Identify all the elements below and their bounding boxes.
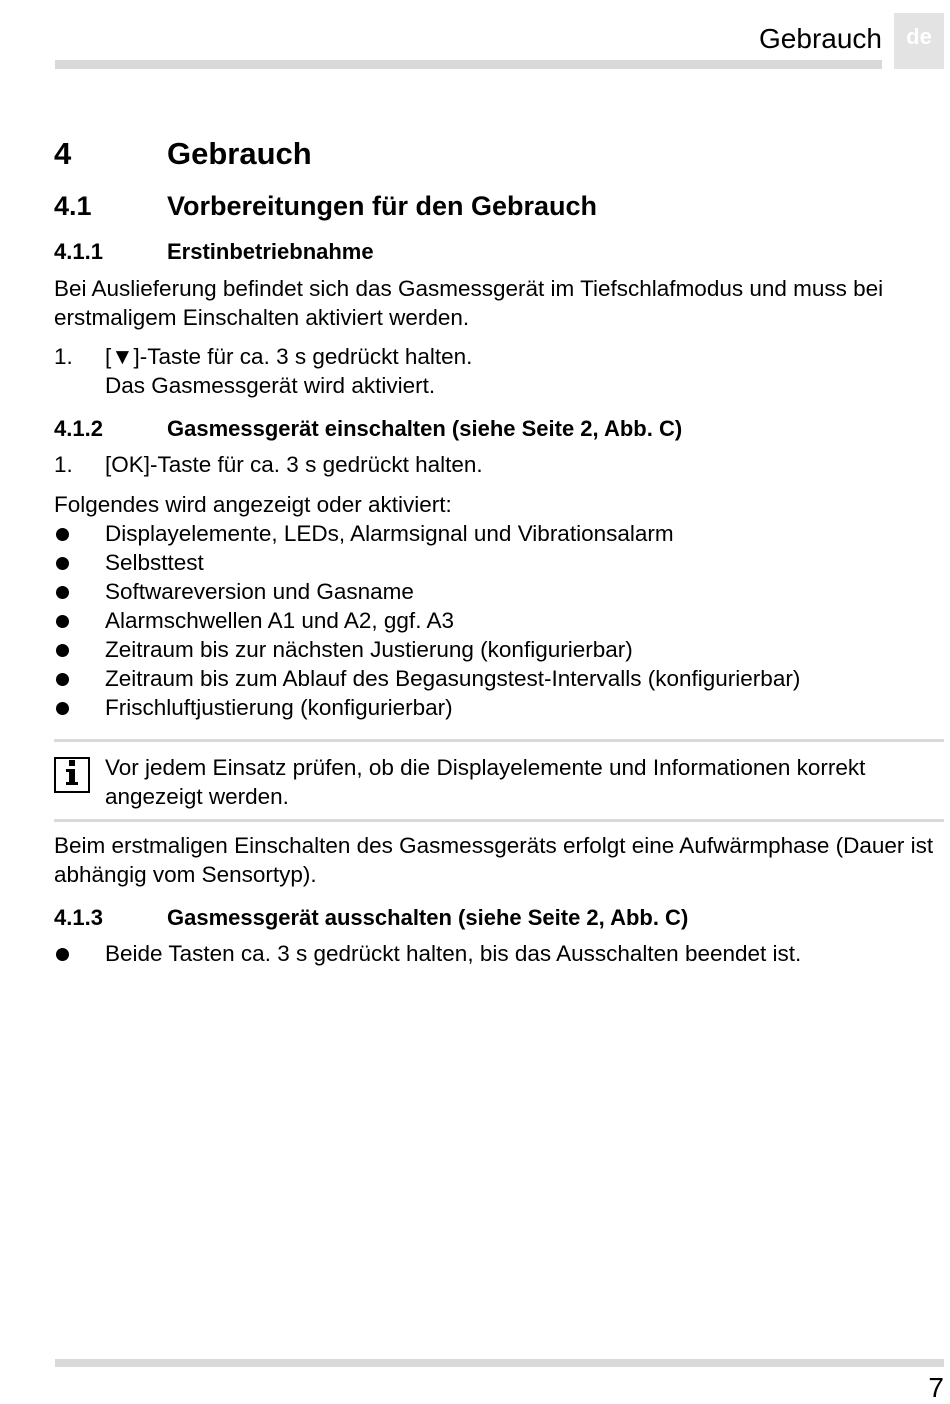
language-tab: de <box>894 13 944 69</box>
bullet-icon <box>56 586 69 599</box>
step-text: [▼]-Taste für ca. 3 s gedrückt halten. <box>105 344 473 369</box>
bullet-icon <box>56 557 69 570</box>
list-item-text: Zeitraum bis zur nächsten Justierung (konfigurierbar) <box>105 637 633 662</box>
bullet-icon <box>56 528 69 541</box>
list-item <box>54 548 944 577</box>
list-item-text: Selbsttest <box>105 550 204 575</box>
list-intro: Folgendes wird angezeigt oder aktiviert: <box>54 492 452 517</box>
list-item <box>54 577 944 606</box>
section-number: 4.1.1 <box>54 239 103 264</box>
step-number: 1. <box>54 344 73 369</box>
list-item <box>54 635 944 664</box>
list-item <box>54 939 944 968</box>
header-title: Gebrauch <box>759 23 882 54</box>
warmup-paragraph: Beim erstmaligen Einschalten des Gasmessgeräts erfolgt eine Aufwärmphase (Dauer ist abhängig vom Sensortyp). <box>54 833 934 887</box>
info-icon <box>54 757 90 793</box>
bullet-icon <box>56 948 69 961</box>
list-item-text: Softwareversion und Gasname <box>105 579 414 604</box>
bullet-icon <box>56 644 69 657</box>
intro-paragraph: Bei Auslieferung befindet sich das Gasmessgerät im Tiefschlafmodus und muss bei erstmaligem Einschalten aktiviert werden. <box>54 276 884 330</box>
list-item <box>54 606 944 635</box>
section-4-1-1-heading <box>54 238 944 266</box>
page-content <box>54 134 944 968</box>
step-item <box>54 342 944 371</box>
list-item <box>54 519 944 548</box>
section-title: Erstinbetriebnahme <box>167 239 374 264</box>
step-result <box>54 371 944 400</box>
list-item-text: Alarmschwellen A1 und A2, ggf. A3 <box>105 608 454 633</box>
list-item-text: Beide Tasten ca. 3 s gedrückt halten, bis das Ausschalten beendet ist. <box>105 941 802 966</box>
step-item <box>54 450 944 479</box>
section-title: Vorbereitungen für den Gebrauch <box>167 191 598 221</box>
section-number: 4.1 <box>54 191 92 221</box>
header-divider <box>55 60 882 69</box>
section-title: Gasmessgerät ausschalten (siehe Seite 2, Abb. C) <box>167 905 689 930</box>
section-4-heading <box>54 134 944 174</box>
step-result-text: Das Gasmessgerät wird aktiviert. <box>105 373 436 398</box>
section-4-1-heading <box>54 189 944 223</box>
section-number: 4.1.3 <box>54 905 103 930</box>
section-number: 4 <box>54 136 72 171</box>
section-4-1-3-heading <box>54 904 944 932</box>
bullet-list <box>54 519 944 722</box>
info-note <box>54 739 944 822</box>
step-text: [OK]-Taste für ca. 3 s gedrückt halten. <box>105 452 483 477</box>
section-title: Gasmessgerät einschalten (siehe Seite 2, Abb. C) <box>167 416 683 441</box>
section-title: Gebrauch <box>167 136 312 171</box>
page-number: 7 <box>928 1372 944 1403</box>
list-item <box>54 664 944 693</box>
bullet-icon <box>56 615 69 628</box>
bullet-icon <box>56 673 69 686</box>
section-number: 4.1.2 <box>54 416 103 441</box>
list-item-text: Frischluftjustierung (konfigurierbar) <box>105 695 453 720</box>
step-number: 1. <box>54 452 73 477</box>
list-item-text: Zeitraum bis zum Ablauf des Begasungstest-Intervalls (konfigurierbar) <box>105 666 801 691</box>
info-note-text: Vor jedem Einsatz prüfen, ob die Displayelemente und Informationen korrekt angezeigt werden. <box>105 755 866 809</box>
bullet-icon <box>56 702 69 715</box>
list-item-text: Displayelemente, LEDs, Alarmsignal und Vibrationsalarm <box>105 521 674 546</box>
section-4-1-2-heading <box>54 415 944 443</box>
footer-divider <box>55 1359 944 1367</box>
list-item <box>54 693 944 722</box>
